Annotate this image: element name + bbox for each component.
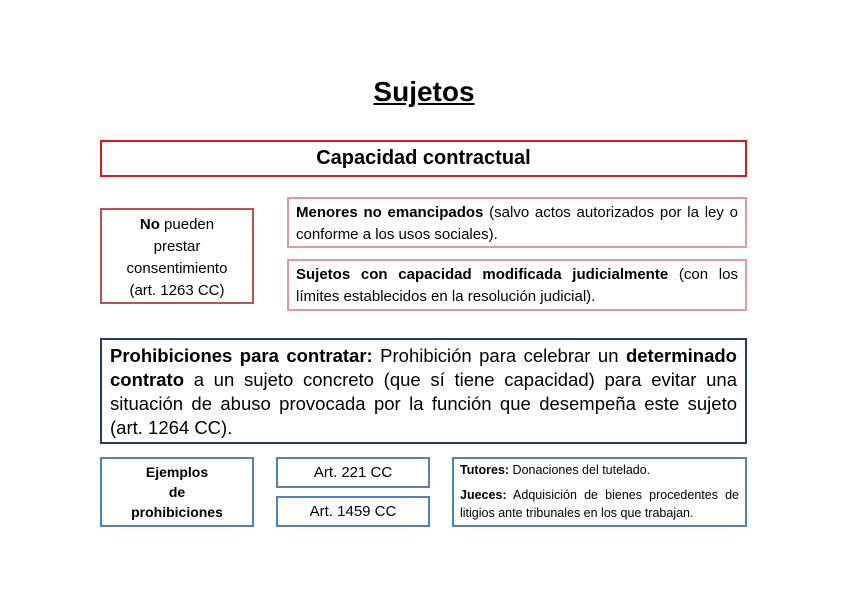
example-tutores: [460, 461, 739, 479]
example-text: Adquisición de bienes procedentes de litigios ante tribunales en los que trabajan.: [460, 488, 739, 520]
article-label: Art. 221 CC: [313, 464, 393, 481]
examples-box: [452, 457, 747, 527]
prohibiciones-box: [100, 338, 747, 444]
capacidad-modificada-box: [287, 259, 747, 311]
article-label: Art. 1459 CC: [309, 503, 397, 520]
prohibiciones-text1: Prohibición para celebrar un: [372, 345, 626, 366]
ejemplos-box: [100, 457, 254, 527]
item-text: (con los límites establecidos en la resolución judicial).: [296, 266, 738, 305]
page-title: Sujetos: [373, 76, 475, 107]
no-word: No: [139, 216, 160, 233]
capacidad-contractual-label: Capacidad contractual: [316, 147, 531, 169]
capacidad-contractual-box: [100, 140, 747, 177]
pueden-word: pueden: [159, 216, 215, 233]
no-pueden-line4: (art. 1263 CC): [129, 282, 225, 299]
item-bold: Menores no emancipados: [296, 204, 484, 221]
prohibiciones-bold2: determinado contrato: [110, 345, 737, 390]
no-pueden-consentir-box: [100, 208, 254, 304]
example-label: Jueces:: [460, 488, 507, 502]
article-1459-box: [276, 496, 430, 527]
no-pueden-line1: [102, 214, 252, 236]
ejemplos-line2: de: [168, 484, 186, 500]
article-221-box: [276, 457, 430, 488]
prohibiciones-label: Prohibiciones para contratar:: [110, 345, 373, 366]
ejemplos-line1: Ejemplos: [145, 464, 209, 480]
example-label: Tutores:: [460, 463, 510, 477]
menores-no-emancipados-box: [287, 197, 747, 248]
no-pueden-line2: prestar: [153, 238, 201, 255]
example-jueces: [460, 486, 739, 522]
item-text: (salvo actos autorizados por la ley o conforme a los usos sociales).: [296, 204, 738, 243]
ejemplos-line3: prohibiciones: [131, 504, 223, 520]
example-text: Donaciones del tutelado.: [509, 463, 651, 477]
prohibiciones-text2: a un sujeto concreto (que sí tiene capacidad) para evitar una situación de abuso provocada por la función que desempeña este sujeto (art. 1264 CC).: [110, 369, 737, 438]
no-pueden-line3: consentimiento: [126, 260, 228, 277]
item-bold: Sujetos con capacidad modificada judicialmente: [296, 266, 669, 283]
